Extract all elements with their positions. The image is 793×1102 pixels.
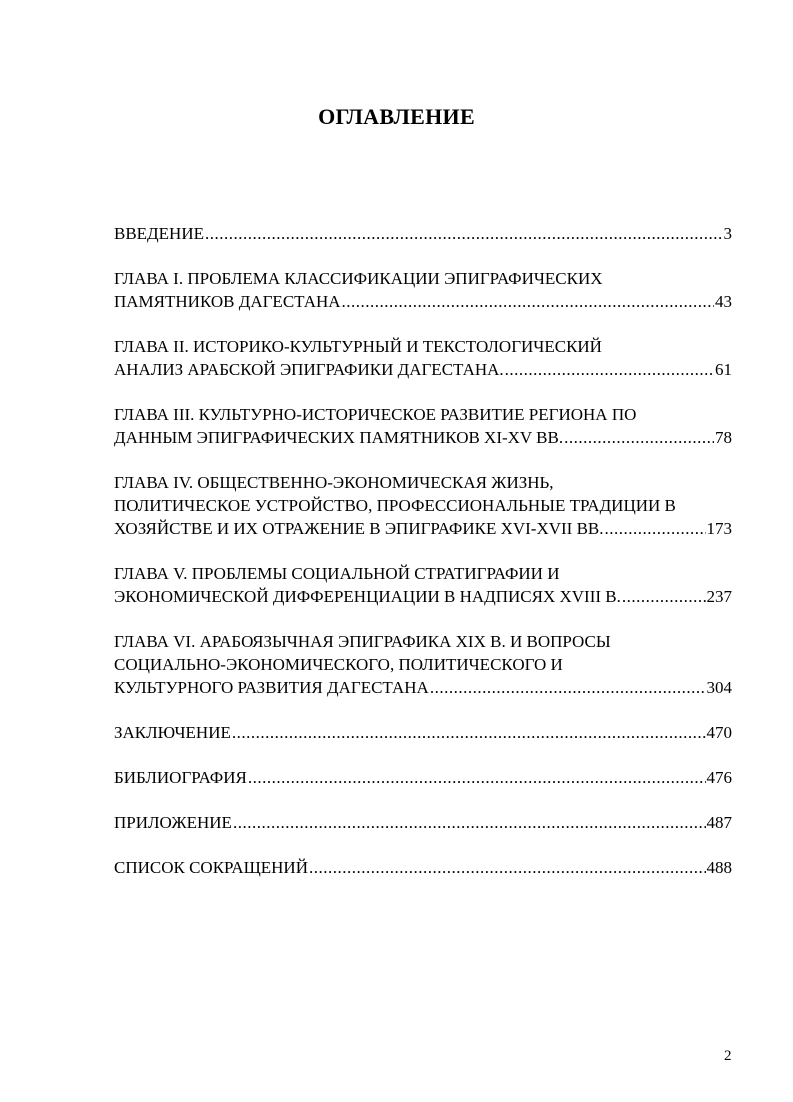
dot-leader xyxy=(564,426,714,449)
toc-entry-label: ЭКОНОМИЧЕСКОЙ ДИФФЕРЕНЦИАЦИИ В НАДПИСЯХ XVIII В. xyxy=(114,587,621,606)
toc-entry[interactable] xyxy=(114,811,732,834)
toc-entry[interactable] xyxy=(114,267,732,313)
toc-entry-label: СПИСОК СОКРАЩЕНИЙ xyxy=(114,858,308,877)
dot-leader xyxy=(248,766,706,789)
toc-page-number: 487 xyxy=(706,813,732,832)
toc-entry[interactable] xyxy=(114,471,732,540)
toc-entry-line: ГЛАВА I. ПРОБЛЕМА КЛАССИФИКАЦИИ ЭПИГРАФИЧЕСКИХ xyxy=(114,269,603,288)
toc-entry-label: ЗАКЛЮЧЕНИЕ xyxy=(114,723,231,742)
toc-entry-label: ХОЗЯЙСТВЕ И ИХ ОТРАЖЕНИЕ В ЭПИГРАФИКЕ XVI-XVII ВВ. xyxy=(114,519,604,538)
toc-entry-label: БИБЛИОГРАФИЯ xyxy=(114,768,247,787)
toc-entry-last-line xyxy=(114,766,732,789)
toc-entry-last-line xyxy=(114,517,732,540)
toc-entry-last-line xyxy=(114,811,732,834)
toc-entry[interactable] xyxy=(114,856,732,879)
toc-entry-label: ПРИЛОЖЕНИЕ xyxy=(114,813,232,832)
toc-entry[interactable] xyxy=(114,630,732,699)
toc-entry[interactable] xyxy=(114,403,732,449)
toc-page-number: 3 xyxy=(723,224,732,243)
toc-entry-last-line xyxy=(114,676,732,699)
dot-leader xyxy=(342,290,714,313)
toc-page-number: 78 xyxy=(715,428,732,447)
dot-leader xyxy=(309,856,706,879)
toc-page-number: 476 xyxy=(706,768,732,787)
table-of-contents xyxy=(114,222,732,879)
toc-entry-label: ПАМЯТНИКОВ ДАГЕСТАНА xyxy=(114,292,341,311)
dot-leader xyxy=(233,811,706,834)
toc-entry-line: ГЛАВА VI. АРАБОЯЗЫЧНАЯ ЭПИГРАФИКА XIX В. И ВОПРОСЫ xyxy=(114,632,611,651)
dot-leader xyxy=(605,517,706,540)
toc-entry-last-line xyxy=(114,721,732,744)
toc-entry-label: АНАЛИЗ АРАБСКОЙ ЭПИГРАФИКИ ДАГЕСТАНА. xyxy=(114,360,504,379)
toc-entry-last-line xyxy=(114,358,732,381)
toc-entry-label: ВВЕДЕНИЕ xyxy=(114,224,204,243)
dot-leader xyxy=(205,222,723,245)
toc-entry-label: КУЛЬТУРНОГО РАЗВИТИЯ ДАГЕСТАНА xyxy=(114,678,429,697)
page-number: 2 xyxy=(724,1048,732,1064)
toc-entry-line: СОЦИАЛЬНО-ЭКОНОМИЧЕСКОГО, ПОЛИТИЧЕСКОГО И xyxy=(114,655,563,674)
toc-entry[interactable] xyxy=(114,766,732,789)
toc-entry-last-line xyxy=(114,222,732,245)
toc-page-number: 173 xyxy=(706,519,732,538)
toc-entry[interactable] xyxy=(114,562,732,608)
toc-page-number: 61 xyxy=(715,360,732,379)
page-title: ОГЛАВЛЕНИЕ xyxy=(318,104,475,129)
toc-entry[interactable] xyxy=(114,721,732,744)
toc-entry-last-line xyxy=(114,426,732,449)
toc-entry-line: ГЛАВА II. ИСТОРИКО-КУЛЬТУРНЫЙ И ТЕКСТОЛОГИЧЕСКИЙ xyxy=(114,337,602,356)
dot-leader xyxy=(505,358,714,381)
toc-entry-last-line xyxy=(114,290,732,313)
toc-entry-label: ДАННЫМ ЭПИГРАФИЧЕСКИХ ПАМЯТНИКОВ XI-XV ВВ. xyxy=(114,428,564,447)
toc-page-number: 470 xyxy=(706,723,732,742)
toc-entry[interactable] xyxy=(114,222,732,245)
toc-page-number: 488 xyxy=(706,858,732,877)
toc-entry-line: ГЛАВА IV. ОБЩЕСТВЕННО-ЭКОНОМИЧЕСКАЯ ЖИЗНЬ, xyxy=(114,473,554,492)
toc-page-number: 304 xyxy=(706,678,732,697)
dot-leader xyxy=(622,585,706,608)
toc-entry-line: ПОЛИТИЧЕСКОЕ УСТРОЙСТВО, ПРОФЕССИОНАЛЬНЫЕ ТРАДИЦИИ В xyxy=(114,496,676,515)
toc-entry-last-line xyxy=(114,585,732,608)
dot-leader xyxy=(232,721,706,744)
toc-entry[interactable] xyxy=(114,335,732,381)
toc-entry-line: ГЛАВА III. КУЛЬТУРНО-ИСТОРИЧЕСКОЕ РАЗВИТИЕ РЕГИОНА ПО xyxy=(114,405,637,424)
toc-entry-line: ГЛАВА V. ПРОБЛЕМЫ СОЦИАЛЬНОЙ СТРАТИГРАФИИ И xyxy=(114,564,560,583)
dot-leader xyxy=(430,676,706,699)
toc-page-number: 43 xyxy=(715,292,732,311)
toc-page-number: 237 xyxy=(706,587,732,606)
toc-entry-last-line xyxy=(114,856,732,879)
